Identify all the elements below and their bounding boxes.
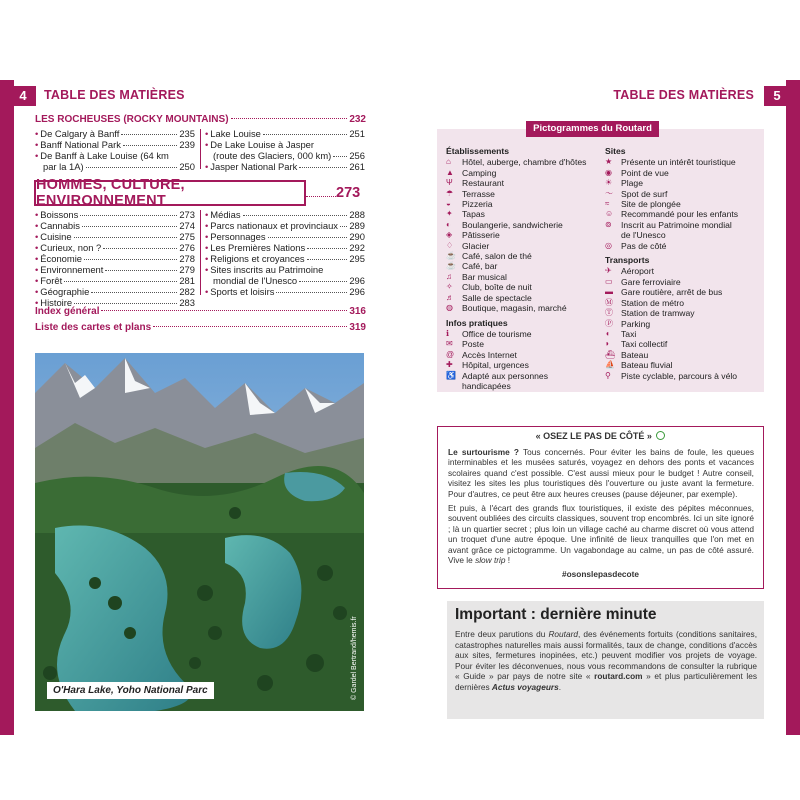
toc-entry[interactable] <box>205 139 365 150</box>
pictograms-etablissements <box>446 146 606 391</box>
pictogram-label: Station de métro <box>621 297 685 308</box>
toc-entry-page: 261 <box>349 161 365 172</box>
dot-leader <box>121 134 177 135</box>
pictogram-label: Poste <box>462 339 484 350</box>
pictogram-row <box>446 251 606 261</box>
section-banner-hommes[interactable]: HOMMES, CULTURE, ENVIRONNEMENT <box>34 180 306 206</box>
bullet-icon: • <box>205 286 209 297</box>
toc-entry-label: Cuisine <box>40 231 72 242</box>
pictogram-label: de l'Unesco <box>621 230 666 241</box>
pictogram-row <box>605 350 765 360</box>
pictogram-icon: ▲ <box>446 167 454 177</box>
toc-entry-label: Géographie <box>40 286 90 297</box>
dot-leader <box>105 270 177 271</box>
pictogram-label: Hôtel, auberge, chambre d'hôtes <box>462 157 587 168</box>
toc-entry-label: Médias <box>210 209 241 220</box>
pictogram-label: Restaurant <box>462 178 505 189</box>
left-page-edge-bar <box>0 80 14 735</box>
dot-leader <box>243 215 348 216</box>
pictogram-icon: ♿ <box>446 370 456 380</box>
toc-entry[interactable] <box>35 209 195 220</box>
pictogram-label: Taxi collectif <box>621 339 668 350</box>
pictogram-row <box>446 293 606 303</box>
bottom-margin <box>0 735 800 800</box>
toc-entry-label: Jasper National Park <box>210 161 298 172</box>
pictogram-group-heading: Transports <box>605 255 650 266</box>
toc-entry[interactable] <box>35 242 195 253</box>
pictogram-label: Gare ferroviaire <box>621 276 681 287</box>
dot-leader <box>333 156 347 157</box>
pictogram-label: Parking <box>621 318 651 329</box>
pictogram-row <box>446 261 606 271</box>
pictogram-label: Adapté aux personnes <box>462 370 549 381</box>
pictogram-label: Hôpital, urgences <box>462 360 529 371</box>
pictogram-icon: ♫ <box>446 271 452 281</box>
toc-entry-label: Environnement <box>40 264 104 275</box>
banner-dot-leader <box>306 196 336 197</box>
pictogram-group-heading: Établissements <box>446 146 510 156</box>
pictogram-label: Club, boîte de nuit <box>462 282 532 293</box>
photo-credit: © Gardel Bertrand/hemis.fr <box>351 616 358 700</box>
toc-index-link[interactable]: Index général 316 <box>35 306 366 317</box>
toc-rocheuses-col2 <box>205 128 365 172</box>
pictogram-label: Terrasse <box>462 188 495 199</box>
osez-title: « OSEZ LE PAS DE CÔTÉ » <box>438 431 763 441</box>
pictogram-icon: Ψ <box>446 178 453 188</box>
toc-entry-label: Banff National Park <box>40 139 121 150</box>
toc-entry-label: De Banff à Lake Louise (64 km <box>40 150 169 161</box>
pictogram-group-heading: Sites <box>605 146 626 156</box>
pictogram-icon: ♢ <box>446 240 454 250</box>
pictogram-icon: ⌂ <box>446 157 451 167</box>
toc-entry[interactable] <box>205 128 365 139</box>
dot-leader <box>80 215 177 216</box>
pictogram-icon: ◍ <box>446 303 453 313</box>
dot-leader <box>82 226 177 227</box>
bullet-icon: • <box>35 231 39 242</box>
pictogram-label: Boulangerie, sandwicherie <box>462 219 563 230</box>
bullet-icon: • <box>205 220 209 231</box>
pictogram-row <box>605 199 765 209</box>
pictograms-title: Pictogrammes du Routard <box>526 121 659 137</box>
bullet-icon: • <box>35 209 39 220</box>
pictogram-row <box>446 209 606 219</box>
pictogram-row <box>605 178 765 188</box>
toc-entry-label: Religions et croyances <box>210 253 305 264</box>
pictogram-label: Piste cyclable, parcours à vélo <box>621 370 738 381</box>
pictogram-icon: ✉ <box>446 339 453 349</box>
pictogram-row <box>446 339 606 349</box>
pictogram-label: Gare routière, arrêt de bus <box>621 287 723 298</box>
important-title: Important : dernière minute <box>455 606 657 623</box>
toc-entry[interactable] <box>205 264 365 275</box>
toc-entry-label: Économie <box>40 253 82 264</box>
bullet-icon: • <box>35 253 39 264</box>
dot-leader <box>91 292 177 293</box>
pas-de-cote-icon <box>656 431 665 440</box>
pictogram-icon: ♬ <box>446 292 454 302</box>
toc-entry-label: mondial de l'Unesco <box>213 275 298 286</box>
toc-cartes-link[interactable]: Liste des cartes et plans 319 <box>35 322 366 333</box>
lake-landscape-photo <box>35 353 364 711</box>
toc-entry-page: 273 <box>179 209 195 220</box>
dot-leader <box>84 259 177 260</box>
pictogram-row <box>446 329 606 339</box>
pictogram-row <box>605 371 765 381</box>
toc-rocheuses-col1 <box>35 128 195 172</box>
top-margin <box>0 0 800 80</box>
bullet-icon: • <box>205 264 209 275</box>
pictogram-row <box>446 381 606 391</box>
toc-entry[interactable] <box>205 150 365 161</box>
toc-entry-page: 281 <box>179 275 195 286</box>
pictogram-row <box>605 339 765 349</box>
pictogram-icon: @ <box>446 349 455 359</box>
pictogram-label: Site de plongée <box>621 199 681 210</box>
pictogram-label: Glacier <box>462 240 490 251</box>
pictogram-label: Spot de surf <box>621 188 668 199</box>
pictogram-label: Inscrit au Patrimoine mondial <box>621 219 732 230</box>
pictogram-row <box>605 319 765 329</box>
toc-entry-label: De Calgary à Banff <box>40 128 120 139</box>
toc-entry[interactable] <box>35 161 195 172</box>
osez-hashtag[interactable]: #osonslepasdecote <box>561 569 639 579</box>
pictogram-icon: ◉ <box>605 167 612 177</box>
toc-entry-page: 288 <box>349 209 365 220</box>
pictogram-icon: Ⓣ <box>605 308 613 318</box>
toc-entry[interactable] <box>35 253 195 264</box>
bullet-icon: • <box>205 161 209 172</box>
dot-leader <box>64 281 177 282</box>
pictogram-row <box>446 241 606 251</box>
photo-caption: O'Hara Lake, Yoho National Parc <box>47 682 214 699</box>
pictogram-row <box>605 230 765 240</box>
right-page-edge-bar <box>786 80 800 735</box>
bullet-icon: • <box>205 231 209 242</box>
pictogram-icon: ✚ <box>446 360 453 370</box>
pictogram-row <box>446 303 606 313</box>
dot-leader <box>123 145 177 146</box>
pictogram-row <box>605 298 765 308</box>
pictogram-label: Présente un intérêt touristique <box>621 157 736 168</box>
pictogram-label: Salle de spectacle <box>462 292 532 303</box>
pictogram-row <box>605 308 765 318</box>
bullet-icon: • <box>205 253 209 264</box>
toc-entry[interactable] <box>35 150 195 161</box>
toc-entry[interactable] <box>205 161 365 172</box>
toc-entry-page: 274 <box>179 220 195 231</box>
pictogram-label: Accès Internet <box>462 349 517 360</box>
toc-entry-label: Forêt <box>40 275 63 286</box>
pictogram-row <box>446 189 606 199</box>
pictogram-icon: ☕ <box>446 251 456 261</box>
pictogram-icon: ▬ <box>605 287 613 297</box>
pictogram-icon: Ⓜ <box>605 297 613 307</box>
pictogram-row <box>446 157 606 167</box>
pictogram-label: Taxi <box>621 328 637 339</box>
toc-hommes-col2 <box>205 209 365 297</box>
toc-entry-page: 275 <box>179 231 195 242</box>
toc-entry[interactable] <box>35 128 195 139</box>
toc-entry[interactable] <box>205 209 365 220</box>
pictogram-label: Boutique, magasin, marché <box>462 303 567 314</box>
bullet-icon: • <box>205 242 209 253</box>
bullet-icon: • <box>35 150 39 161</box>
pictogram-row <box>605 209 765 219</box>
toc-entry-page: 278 <box>179 253 195 264</box>
dot-leader <box>86 167 178 168</box>
pictogram-row <box>446 282 606 292</box>
toc-entry-label: Lake Louise <box>210 128 261 139</box>
toc-entry-label: Cannabis <box>40 220 80 231</box>
toc-entry-label: Personnages <box>210 231 266 242</box>
toc-entry-label: Les Premières Nations <box>210 242 306 253</box>
pictogram-icon: ☺ <box>605 209 614 219</box>
dot-leader <box>74 237 178 238</box>
toc-entry-page: 295 <box>349 253 365 264</box>
pictogram-row <box>446 230 606 240</box>
pictogram-label: Aéroport <box>621 266 654 277</box>
toc-entry-page: 256 <box>349 150 365 161</box>
dot-leader <box>299 281 347 282</box>
pictogram-icon: ◒ <box>446 199 451 209</box>
toc-entry-page: 235 <box>179 128 195 139</box>
pictogram-icon: ℹ <box>446 328 450 338</box>
pictogram-row <box>446 178 606 188</box>
dot-leader <box>307 259 348 260</box>
bullet-icon: • <box>35 128 39 139</box>
bullet-icon: • <box>35 286 39 297</box>
toc-entry-page: 283 <box>179 297 195 308</box>
toc-entry[interactable] <box>205 286 365 297</box>
pictogram-icon: ☀ <box>605 178 613 188</box>
toc-entry[interactable] <box>205 242 365 253</box>
column-divider <box>200 210 201 295</box>
toc-entry[interactable] <box>35 275 195 286</box>
bullet-icon: • <box>205 128 209 139</box>
toc-entry-page: 296 <box>349 275 365 286</box>
toc-entry-page: 282 <box>179 286 195 297</box>
pictogram-label: Station de tramway <box>621 308 695 319</box>
toc-entry-page: 250 <box>179 161 195 172</box>
routard-link[interactable]: routard.com <box>594 671 643 681</box>
pictogram-row <box>605 266 765 276</box>
bullet-icon: • <box>35 275 39 286</box>
toc-rocheuses-heading[interactable]: LES ROCHEUSES (ROCKY MOUNTAINS) 232 <box>35 114 366 125</box>
section-banner-page: 273 <box>336 185 361 201</box>
toc-entry-label: De Lake Louise à Jasper <box>210 139 315 150</box>
right-running-head: TABLE DES MATIÈRES <box>613 88 754 102</box>
dot-leader <box>276 292 347 293</box>
pictogram-label: Point de vue <box>621 167 669 178</box>
pictogram-icon: ⚲ <box>605 370 611 380</box>
pictogram-label: Pas de côté <box>621 240 667 251</box>
toc-entry[interactable] <box>205 275 365 286</box>
important-body: Entre deux parutions du Routard, des événements fortuits (conditions sanitaires, catastrophes naturelles mais aussi formalités, taux de change, conditions d'accès aux sites, fermetures inopinées, etc.) peuvent modifier vos projets de voyage. Pour éviter les déconvenues, nous vous recommandons de consulter la rubrique « Guide » par pays de notre site « routard.com » et plus particulièrement les dernières Actus voyageurs. <box>455 629 757 692</box>
pictogram-row <box>446 199 606 209</box>
toc-entry-page: 276 <box>179 242 195 253</box>
toc-hommes-col1 <box>35 209 195 308</box>
toc-entry-label: Parcs nationaux et provinciaux <box>210 220 338 231</box>
right-page-number: 5 <box>764 86 790 106</box>
left-running-head: TABLE DES MATIÈRES <box>44 88 185 102</box>
pictogram-row <box>605 241 765 251</box>
bullet-icon: • <box>35 264 39 275</box>
dot-leader <box>340 226 347 227</box>
pictogram-label: Café, bar <box>462 261 498 272</box>
pictogram-icon: ✦ <box>446 209 453 219</box>
pictogram-icon: ◐ <box>446 219 451 229</box>
toc-entry[interactable] <box>205 253 365 264</box>
pictogram-label: Pâtisserie <box>462 230 500 241</box>
pictogram-icon: ⛴ <box>605 349 616 359</box>
pictogram-icon: ☕ <box>446 261 456 271</box>
toc-entry-label: (route des Glaciers, 000 km) <box>213 150 332 161</box>
pictogram-icon: ★ <box>605 157 613 167</box>
toc-entry-page: 289 <box>349 220 365 231</box>
toc-entry-label: Boissons <box>40 209 79 220</box>
toc-entry-label: Sports et loisirs <box>210 286 275 297</box>
pictogram-row <box>605 220 765 230</box>
toc-entry-page: 239 <box>179 139 195 150</box>
pictogram-icon: ▭ <box>605 276 613 286</box>
pictogram-row <box>605 157 765 167</box>
toc-entry-page: 251 <box>349 128 365 139</box>
pictogram-row <box>605 287 765 297</box>
pictogram-label: Café, salon de thé <box>462 251 532 262</box>
pictogram-label: Recommandé pour les enfants <box>621 209 739 220</box>
pictogram-label: handicapées <box>462 380 511 391</box>
bullet-icon: • <box>35 220 39 231</box>
toc-entry[interactable] <box>205 220 365 231</box>
pictogram-group-heading: Infos pratiques <box>446 317 508 328</box>
pictogram-icon: ◈ <box>446 230 453 240</box>
toc-entry-label: Curieux, non ? <box>40 242 102 253</box>
toc-entry[interactable] <box>35 139 195 150</box>
osez-box <box>437 426 764 589</box>
pictogram-row <box>605 360 765 370</box>
bullet-icon: • <box>35 297 39 308</box>
dot-leader <box>268 237 348 238</box>
toc-entry-page: 279 <box>179 264 195 275</box>
pictogram-row <box>446 220 606 230</box>
pictogram-row <box>446 350 606 360</box>
toc-entry-page: 290 <box>349 231 365 242</box>
pictogram-row <box>605 189 765 199</box>
pictogram-label: Bateau fluvial <box>621 360 673 371</box>
pictogram-icon: 〜 <box>605 188 613 198</box>
pictogram-icon: ◖ <box>605 328 610 338</box>
pictogram-icon: ◎ <box>605 240 612 250</box>
osez-body: Le surtourisme ? Tous concernés. Pour éviter les bains de foule, les queues interminables et les musées saturés, voyagez en dehors des ponts et vacances scolaires quand c'est possible. C'est aussi mieux pour le budget ! Autre conseil, visitez les sites les plus touristiques dès l'ouverture ou juste avant la fermeture. Pour d'autres, ce peut être aux heures creuses (pause déjeuner, par exemple). Et puis, à l'écart des grands flux touristiques, il existe des pépites méconnues, souvent oubliées des circuits classiques, souvent trop encombrés. Ici un site ignoré ; là un quartier secret ; plus loin un village caché au charme discret où vous attend un troquet d'une autre époque. Une infinité de lieux tranquilles que l'on met en avant grâce ce pictogramme. Un vagabondage au calme, un pas de côté assuré. Vive le slow trip ! <box>448 447 755 566</box>
toc-entry-label: Sites inscrits au Patrimoine <box>210 264 324 275</box>
pictogram-label: Bar musical <box>462 271 507 282</box>
pictogram-row <box>446 168 606 178</box>
pictogram-row <box>605 168 765 178</box>
pictogram-icon: ≈ <box>605 199 610 209</box>
toc-entry-label: par la 1A) <box>43 161 84 172</box>
toc-entry[interactable] <box>205 231 365 242</box>
pictogram-row <box>605 277 765 287</box>
left-page-number: 4 <box>10 86 36 106</box>
important-box <box>447 601 764 719</box>
pictogram-label: Bateau <box>621 349 649 360</box>
dot-leader <box>103 248 177 249</box>
pictogram-icon: ◗ <box>605 339 610 349</box>
pictogram-row <box>446 360 606 370</box>
bullet-icon: • <box>35 139 39 150</box>
pictogram-icon: ☂ <box>446 188 454 198</box>
dot-leader <box>263 134 347 135</box>
pictogram-icon: Ⓟ <box>605 318 613 328</box>
column-divider <box>200 129 201 169</box>
bullet-icon: • <box>35 242 39 253</box>
bullet-icon: • <box>205 209 209 220</box>
pictogram-label: Plage <box>621 178 643 189</box>
toc-entry[interactable] <box>35 220 195 231</box>
pictogram-icon: ✧ <box>446 282 453 292</box>
pictogram-label: Camping <box>462 167 497 178</box>
dot-leader <box>74 303 177 304</box>
pictogram-icon: ⛵ <box>605 360 615 370</box>
toc-entry-page: 292 <box>349 242 365 253</box>
toc-entry-page: 296 <box>349 286 365 297</box>
toc-entry[interactable] <box>35 264 195 275</box>
pictogram-row <box>446 371 606 381</box>
pictogram-row <box>446 272 606 282</box>
pictogram-label: Office de tourisme <box>462 328 532 339</box>
bullet-icon: • <box>205 139 209 150</box>
toc-entry[interactable] <box>35 286 195 297</box>
pictogram-icon: ✈ <box>605 266 612 276</box>
pictogram-row <box>605 329 765 339</box>
dot-leader <box>307 248 347 249</box>
dot-leader <box>299 167 347 168</box>
pictogram-icon: ⊚ <box>605 219 612 229</box>
toc-entry-label: Histoire <box>40 297 73 308</box>
pictogram-label: Tapas <box>462 209 485 220</box>
pictogram-label: Pizzeria <box>462 199 493 210</box>
pictograms-sites <box>605 146 765 381</box>
toc-entry[interactable] <box>35 231 195 242</box>
